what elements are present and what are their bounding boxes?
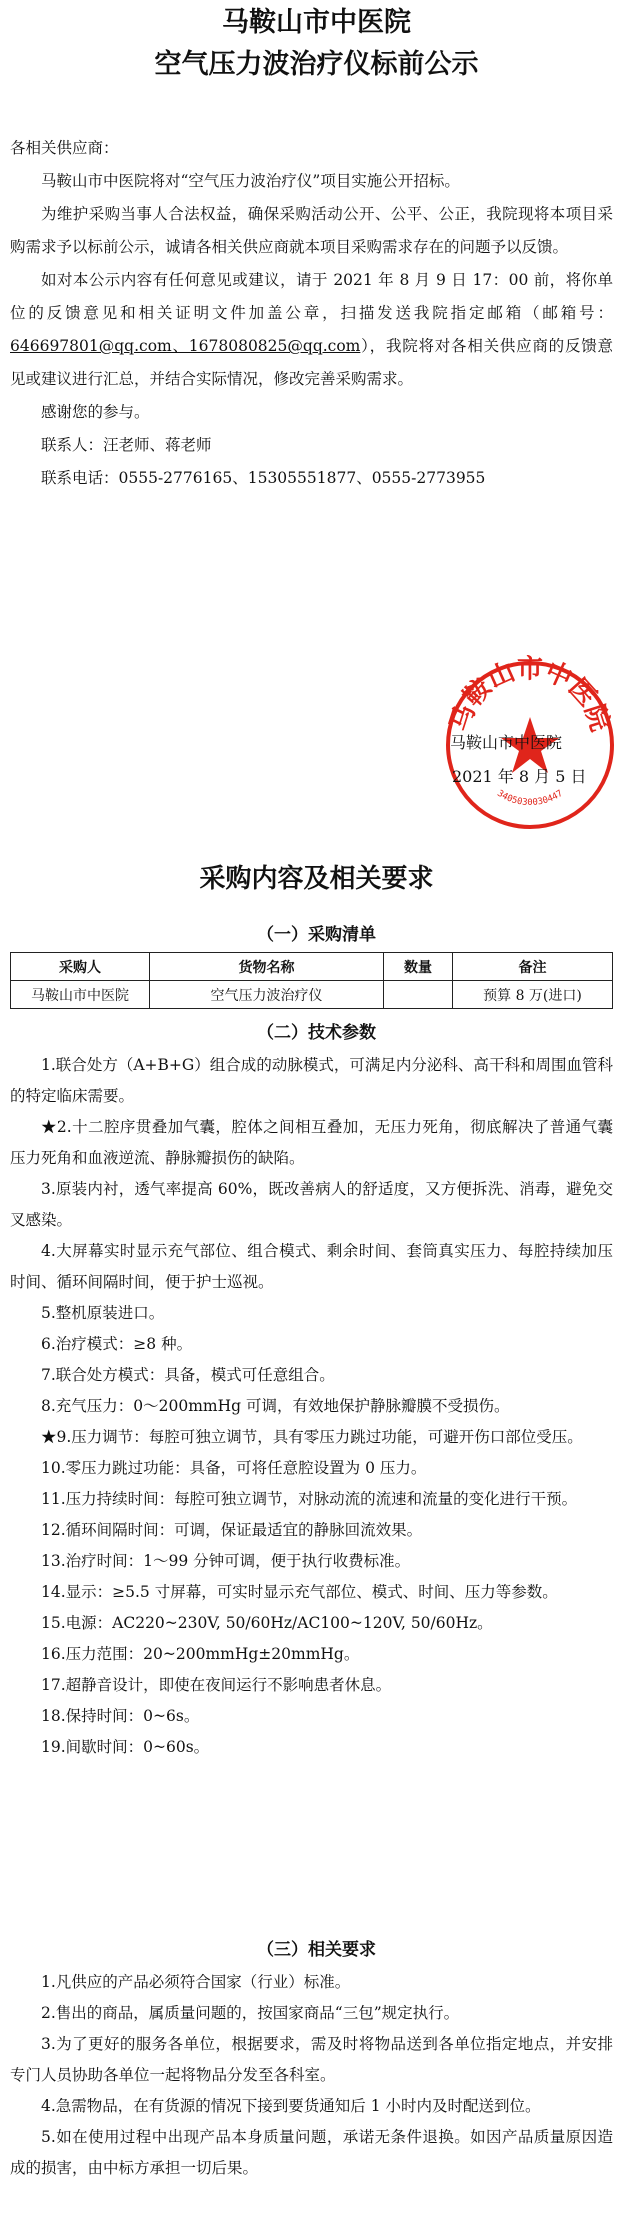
col-header-quantity: 数量 xyxy=(384,953,453,981)
notice-para-1: 马鞍山市中医院将对“空气压力波治疗仪”项目实施公开招标。 xyxy=(41,172,460,190)
seal-code: 3405030030447 xyxy=(495,788,565,808)
signature-org: 马鞍山市中医院 xyxy=(450,733,563,752)
notice-para-2: 为维护采购当事人合法权益，确保采购活动公开、公平、公正，我院现将本项目采购需求予以标前公示，诚请各相关供应商就本项目采购需求存在的问题予以反馈。 xyxy=(10,205,613,256)
list-item: 6.治疗模式：≥8 种。 xyxy=(41,1335,193,1353)
list-item: 8.充气压力：0～200mmHg 可调，有效地保护静脉瓣膜不受损伤。 xyxy=(41,1397,510,1415)
list-item: 4.急需物品，在有货源的情况下接到要货通知后 1 小时内及时配送到位。 xyxy=(41,2097,541,2115)
list-item: 4.大屏幕实时显示充气部位、组合模式、剩余时间、套筒真实压力、每腔持续加压时间、循环间隔时间，便于护士巡视。 xyxy=(10,1242,613,1291)
seal-text: 马鞍山市中医院 xyxy=(445,655,615,736)
requirements-list xyxy=(10,1967,613,2184)
procurement-title: 采购内容及相关要求 xyxy=(199,864,434,894)
list-item: 5.整机原装进口。 xyxy=(41,1304,165,1322)
list-item: 2.售出的商品，属质量问题的，按国家商品“三包”规定执行。 xyxy=(41,2004,460,2022)
list-item: 13.治疗时间：1～99 分钟可调，便于执行收费标准。 xyxy=(41,1552,411,1570)
list-item: 17.超静音设计，即使在夜间运行不影响患者休息。 xyxy=(41,1676,392,1694)
notice-body xyxy=(10,132,613,495)
salutation: 各相关供应商： xyxy=(10,139,119,157)
document-title-line2: 空气压力波治疗仪标前公示 xyxy=(154,49,479,80)
list-subtitle: （一）采购清单 xyxy=(257,925,376,945)
list-item: 18.保持时间：0~6s。 xyxy=(41,1707,200,1725)
table-row xyxy=(11,981,613,1009)
col-header-remarks: 备注 xyxy=(453,953,613,981)
tech-subtitle: （二）技术参数 xyxy=(257,1023,376,1043)
table-header-row xyxy=(11,953,613,981)
list-item: 1.凡供应的产品必须符合国家（行业）标准。 xyxy=(41,1973,351,1991)
cell-remarks: 预算 8 万(进口) xyxy=(453,981,613,1009)
list-item: 3.为了更好的服务各单位，根据要求，需及时将物品送到各单位指定地点，并安排专门人员协助各单位一起将物品分发至各科室。 xyxy=(10,2035,613,2084)
list-item: 16.压力范围：20~200mmHg±20mmHg。 xyxy=(41,1645,360,1663)
list-item: ★9.压力调节：每腔可独立调节，具有零压力跳过功能，可避开伤口部位受压。 xyxy=(41,1428,583,1446)
list-item: 14.显示：≥5.5 寸屏幕，可实时显示充气部位、模式、时间、压力等参数。 xyxy=(41,1583,558,1601)
para3-text-pre: 如对本公示内容有任何意见或建议，请于 2021 年 8 月 9 日 17：00 前，将你单位的反馈意见和相关证明文件加盖公章，扫描发送我院指定邮箱（邮箱号： xyxy=(10,271,613,322)
para3-text-post: ），我院将对各相关供应商的反馈意见或建议进行汇总，并结合实际情况，修改完善采购需求。 xyxy=(10,337,613,388)
list-item: 12.循环间隔时间：可调，保证最适宜的静脉回流效果。 xyxy=(41,1521,423,1539)
list-item: 15.电源：AC220~230V, 50/60Hz/AC100~120V, 50/60Hz。 xyxy=(41,1614,493,1632)
list-item: ★2.十二腔序贯叠加气囊，腔体之间相互叠加，无压力死角，彻底解决了普通气囊压力死角和血液逆流、静脉瓣损伤的缺陷。 xyxy=(10,1118,613,1167)
notice-para-3 xyxy=(10,264,613,396)
list-item: 11.压力持续时间：每腔可独立调节，对脉动流的流速和流量的变化进行干预。 xyxy=(41,1490,578,1508)
col-header-buyer: 采购人 xyxy=(11,953,150,981)
cell-buyer: 马鞍山市中医院 xyxy=(11,981,150,1009)
cell-quantity xyxy=(384,981,453,1009)
cell-goods: 空气压力波治疗仪 xyxy=(150,981,384,1009)
col-header-goods: 货物名称 xyxy=(150,953,384,981)
contact-phone: 联系电话：0555-2776165、15305551877、0555-2773955 xyxy=(41,469,486,487)
contact-person: 联系人：汪老师、蒋老师 xyxy=(41,436,212,454)
signature-date: 2021 年 8 月 5 日 xyxy=(452,767,587,786)
list-item: 5.如在使用过程中出现产品本身质量问题，承诺无条件退换。如因产品质量原因造成的损害，由中标方承担一切后果。 xyxy=(10,2128,613,2177)
email-addresses[interactable]: 646697801@qq.com、1678080825@qq.com xyxy=(10,337,361,355)
tech-params-list xyxy=(10,1050,613,1763)
list-item: 1.联合处方（A+B+G）组合成的动脉模式，可满足内分泌科、高干科和周围血管科的特定临床需要。 xyxy=(10,1056,613,1105)
list-item: 19.间歇时间：0~60s。 xyxy=(41,1738,210,1756)
requirements-subtitle: （三）相关要求 xyxy=(257,1940,376,1960)
list-item: 7.联合处方模式：具备，模式可任意组合。 xyxy=(41,1366,335,1384)
procurement-table xyxy=(10,952,613,1009)
document-title-line1: 马鞍山市中医院 xyxy=(222,7,411,38)
list-item: 3.原装内衬，透气率提高 60%，既改善病人的舒适度，又方便拆洗、消毒，避免交叉感染。 xyxy=(10,1180,613,1229)
list-item: 10.零压力跳过功能：具备，可将任意腔设置为 0 压力。 xyxy=(41,1459,427,1477)
thanks-text: 感谢您的参与。 xyxy=(41,403,150,421)
